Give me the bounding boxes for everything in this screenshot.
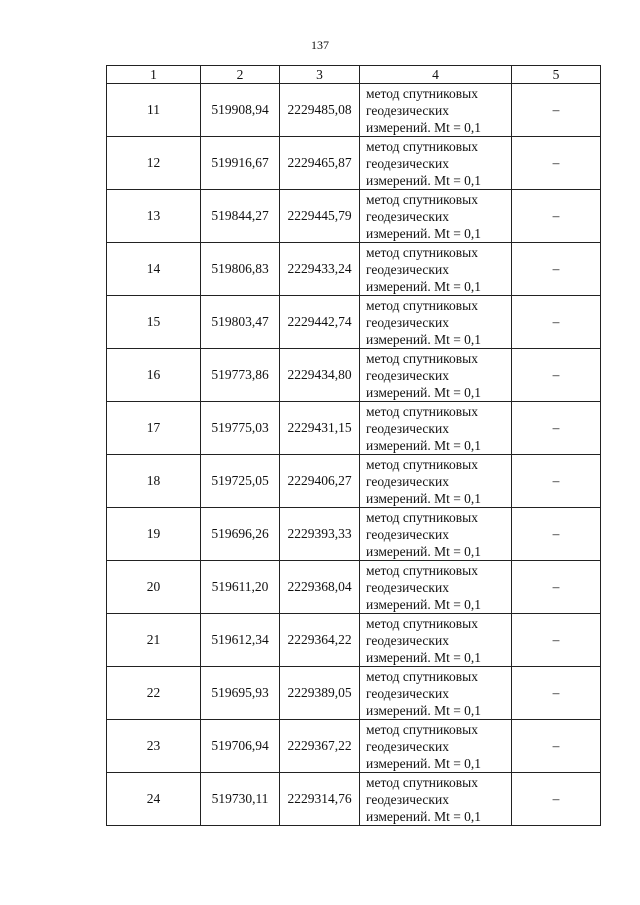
method-text-line: измерений. Mt = 0,1 xyxy=(366,119,482,135)
method-text-line: геодезических xyxy=(366,473,449,489)
note-cell: – xyxy=(512,296,601,349)
table-row xyxy=(107,614,601,667)
method-text-line: измерений. Mt = 0,1 xyxy=(366,225,482,241)
method-text-line: геодезических xyxy=(366,314,449,330)
method-text-line: метод спутниковых xyxy=(366,85,478,101)
method-cell xyxy=(360,190,512,243)
table-row xyxy=(107,243,601,296)
method-cell xyxy=(360,243,512,296)
column-header-point: 1 xyxy=(107,66,201,84)
point-number-cell: 13 xyxy=(107,190,201,243)
x-coordinate-cell: 519908,94 xyxy=(201,84,280,137)
method-cell xyxy=(360,296,512,349)
method-text-line: измерений. Mt = 0,1 xyxy=(366,649,482,665)
method-cell xyxy=(360,508,512,561)
method-text-line: геодезических xyxy=(366,579,449,595)
x-coordinate-cell: 519730,11 xyxy=(201,773,280,826)
note-cell: – xyxy=(512,773,601,826)
y-coordinate-cell: 2229367,22 xyxy=(280,720,360,773)
y-coordinate-cell: 2229431,15 xyxy=(280,402,360,455)
method-text-line: геодезических xyxy=(366,526,449,542)
x-coordinate-cell: 519696,26 xyxy=(201,508,280,561)
y-coordinate-cell: 2229364,22 xyxy=(280,614,360,667)
method-text-line: метод спутниковых xyxy=(366,297,478,313)
point-number-cell: 24 xyxy=(107,773,201,826)
method-text-line: геодезических xyxy=(366,685,449,701)
method-text-line: геодезических xyxy=(366,738,449,754)
point-number-cell: 21 xyxy=(107,614,201,667)
note-cell: – xyxy=(512,455,601,508)
note-cell: – xyxy=(512,243,601,296)
method-cell xyxy=(360,773,512,826)
table-row xyxy=(107,561,601,614)
table-row xyxy=(107,190,601,243)
point-number-cell: 17 xyxy=(107,402,201,455)
method-text-line: метод спутниковых xyxy=(366,721,478,737)
y-coordinate-cell: 2229393,33 xyxy=(280,508,360,561)
method-text-line: метод спутниковых xyxy=(366,350,478,366)
table-row xyxy=(107,137,601,190)
note-cell: – xyxy=(512,667,601,720)
note-cell: – xyxy=(512,508,601,561)
point-number-cell: 23 xyxy=(107,720,201,773)
method-text-line: измерений. Mt = 0,1 xyxy=(366,331,482,347)
y-coordinate-cell: 2229433,24 xyxy=(280,243,360,296)
method-text-line: геодезических xyxy=(366,367,449,383)
method-cell xyxy=(360,667,512,720)
method-text-line: измерений. Mt = 0,1 xyxy=(366,543,482,559)
x-coordinate-cell: 519706,94 xyxy=(201,720,280,773)
page-number: 137 xyxy=(311,38,329,52)
y-coordinate-cell: 2229368,04 xyxy=(280,561,360,614)
method-cell xyxy=(360,84,512,137)
y-coordinate-cell: 2229389,05 xyxy=(280,667,360,720)
method-text-line: измерений. Mt = 0,1 xyxy=(366,596,482,612)
method-text-line: измерений. Mt = 0,1 xyxy=(366,278,482,294)
note-cell: – xyxy=(512,190,601,243)
table-row xyxy=(107,667,601,720)
method-text-line: метод спутниковых xyxy=(366,191,478,207)
note-cell: – xyxy=(512,84,601,137)
method-text-line: метод спутниковых xyxy=(366,615,478,631)
y-coordinate-cell: 2229442,74 xyxy=(280,296,360,349)
method-cell xyxy=(360,137,512,190)
table-row xyxy=(107,349,601,402)
point-number-cell: 11 xyxy=(107,84,201,137)
point-number-cell: 19 xyxy=(107,508,201,561)
table-header-row xyxy=(107,66,601,84)
x-coordinate-cell: 519844,27 xyxy=(201,190,280,243)
table-row xyxy=(107,508,601,561)
column-header-x: 2 xyxy=(201,66,280,84)
table-body xyxy=(107,84,601,826)
point-number-cell: 15 xyxy=(107,296,201,349)
y-coordinate-cell: 2229465,87 xyxy=(280,137,360,190)
method-text-line: измерений. Mt = 0,1 xyxy=(366,437,482,453)
note-cell: – xyxy=(512,402,601,455)
method-text-line: метод спутниковых xyxy=(366,509,478,525)
note-cell: – xyxy=(512,720,601,773)
method-text-line: измерений. Mt = 0,1 xyxy=(366,808,482,824)
column-header-note: 5 xyxy=(512,66,601,84)
x-coordinate-cell: 519806,83 xyxy=(201,243,280,296)
method-text-line: геодезических xyxy=(366,208,449,224)
y-coordinate-cell: 2229434,80 xyxy=(280,349,360,402)
method-cell xyxy=(360,455,512,508)
column-header-y: 3 xyxy=(280,66,360,84)
coordinates-table xyxy=(106,65,601,826)
method-text-line: измерений. Mt = 0,1 xyxy=(366,755,482,771)
method-text-line: метод спутниковых xyxy=(366,668,478,684)
x-coordinate-cell: 519695,93 xyxy=(201,667,280,720)
point-number-cell: 14 xyxy=(107,243,201,296)
method-text-line: метод спутниковых xyxy=(366,562,478,578)
note-cell: – xyxy=(512,137,601,190)
x-coordinate-cell: 519775,03 xyxy=(201,402,280,455)
table-row xyxy=(107,84,601,137)
method-text-line: метод спутниковых xyxy=(366,138,478,154)
table-row xyxy=(107,296,601,349)
y-coordinate-cell: 2229314,76 xyxy=(280,773,360,826)
x-coordinate-cell: 519612,34 xyxy=(201,614,280,667)
point-number-cell: 18 xyxy=(107,455,201,508)
note-cell: – xyxy=(512,614,601,667)
note-cell: – xyxy=(512,561,601,614)
method-text-line: измерений. Mt = 0,1 xyxy=(366,490,482,506)
method-cell xyxy=(360,349,512,402)
table-row xyxy=(107,773,601,826)
method-text-line: геодезических xyxy=(366,102,449,118)
column-header-method: 4 xyxy=(360,66,512,84)
x-coordinate-cell: 519803,47 xyxy=(201,296,280,349)
method-text-line: метод спутниковых xyxy=(366,774,478,790)
method-text-line: геодезических xyxy=(366,632,449,648)
method-text-line: метод спутниковых xyxy=(366,403,478,419)
point-number-cell: 20 xyxy=(107,561,201,614)
method-text-line: геодезических xyxy=(366,420,449,436)
y-coordinate-cell: 2229485,08 xyxy=(280,84,360,137)
point-number-cell: 16 xyxy=(107,349,201,402)
y-coordinate-cell: 2229406,27 xyxy=(280,455,360,508)
method-text-line: измерений. Mt = 0,1 xyxy=(366,172,482,188)
method-text-line: измерений. Mt = 0,1 xyxy=(366,384,482,400)
method-text-line: геодезических xyxy=(366,261,449,277)
table-row xyxy=(107,720,601,773)
x-coordinate-cell: 519611,20 xyxy=(201,561,280,614)
y-coordinate-cell: 2229445,79 xyxy=(280,190,360,243)
method-cell xyxy=(360,614,512,667)
method-text-line: геодезических xyxy=(366,155,449,171)
method-text-line: метод спутниковых xyxy=(366,456,478,472)
point-number-cell: 12 xyxy=(107,137,201,190)
x-coordinate-cell: 519725,05 xyxy=(201,455,280,508)
method-text-line: измерений. Mt = 0,1 xyxy=(366,702,482,718)
x-coordinate-cell: 519916,67 xyxy=(201,137,280,190)
method-cell xyxy=(360,720,512,773)
table-row xyxy=(107,455,601,508)
x-coordinate-cell: 519773,86 xyxy=(201,349,280,402)
point-number-cell: 22 xyxy=(107,667,201,720)
method-cell xyxy=(360,402,512,455)
method-cell xyxy=(360,561,512,614)
table-row xyxy=(107,402,601,455)
method-text-line: метод спутниковых xyxy=(366,244,478,260)
note-cell: – xyxy=(512,349,601,402)
method-text-line: геодезических xyxy=(366,791,449,807)
